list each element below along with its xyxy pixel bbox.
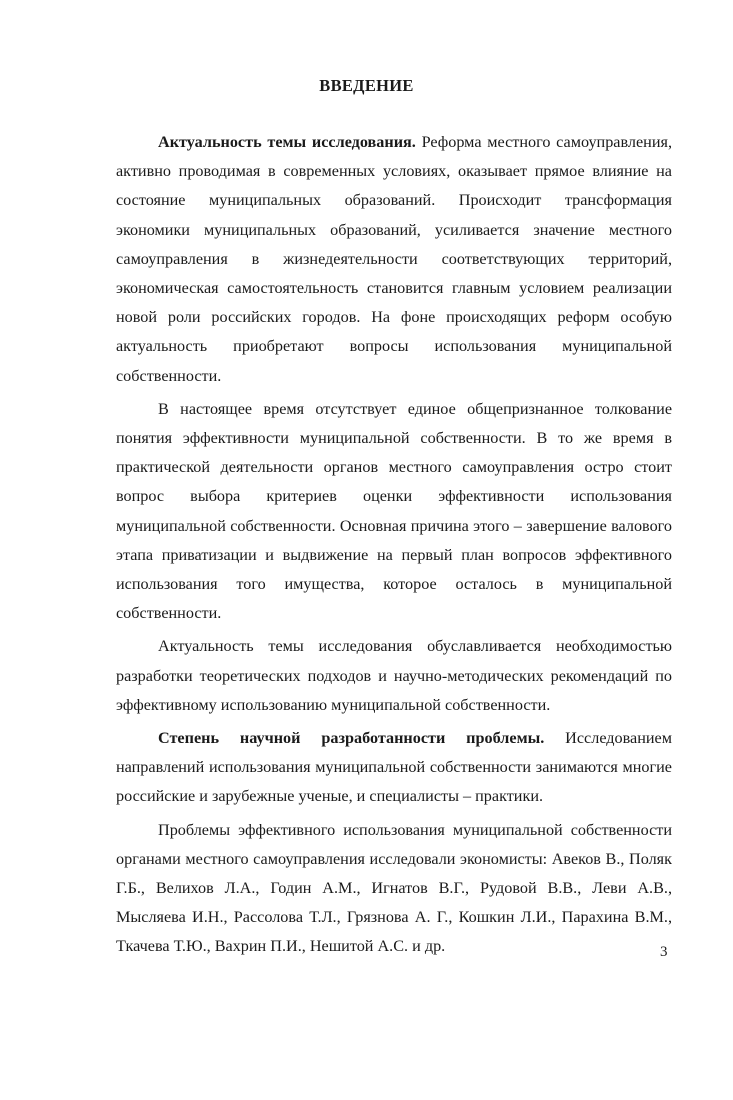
paragraph-research-degree — [116, 724, 672, 812]
paragraph-text: В настоящее время отсутствует единое общепризнанное толкование понятия эффективности муниципальной собственности. В то же время в практической деятельности органов местного самоуправления остро стоит вопрос выбора критериев оценки эффективности использования муниципальной собственности. Основная причина этого – завершение валового этапа приватизации и выдвижение на первый план вопросов эффективного использования того имущества, которое осталось в муниципальной собственности. — [116, 399, 672, 623]
page-number: 3 — [660, 944, 668, 960]
body-text — [116, 128, 672, 962]
paragraph-necessity — [116, 632, 672, 720]
paragraph-text: Актуальность темы исследования обуславливается необходимостью разработки теоретических подходов и научно-методических рекомендаций по эффективному использованию муниципальной собственности. — [116, 637, 672, 714]
paragraph-text: Исследованием направлений использования муниципальной собственности занимаются многие российские и зарубежные ученые, и специалисты – практики. — [116, 729, 672, 806]
paragraph-text: Проблемы эффективного использования муниципальной собственности органами местного самоуправления исследовали экономисты: Авеков В., Поляк Г.Б., Велихов Л.А., Годин А.М., Игнатов В.Г., Рудовой В.В., Леви А.В., Мысляева И.Н., Рассолова Т.Л., Грязнова А. Г., Кошкин Л.И., Парахина В.М., Ткачева Т.Ю., Вахрин П.И., Нешитой А.С. и др. — [116, 820, 672, 956]
paragraph-relevance — [116, 128, 672, 391]
paragraph-definition — [116, 395, 672, 629]
paragraph-lead: Актуальность темы исследования. — [158, 133, 416, 151]
paragraph-lead: Степень научной разработанности проблемы. — [158, 729, 545, 748]
paragraph-text: Реформа местного самоуправления, активно проводимая в современных условиях, оказывает прямое влияние на состояние муниципальных образований. Происходит трансформация экономики муниципальных образований, усиливается значение местного самоуправления в жизнедеятельности соответствующих территорий, экономическая самостоятельность становится главным условием реализации новой роли российских городов. На фоне происходящих реформ особую актуальность приобретают вопросы использования муниципальной собственности. — [116, 133, 672, 385]
paragraph-researchers — [116, 816, 672, 962]
page-title: ВВЕДЕНИЕ — [319, 76, 414, 95]
